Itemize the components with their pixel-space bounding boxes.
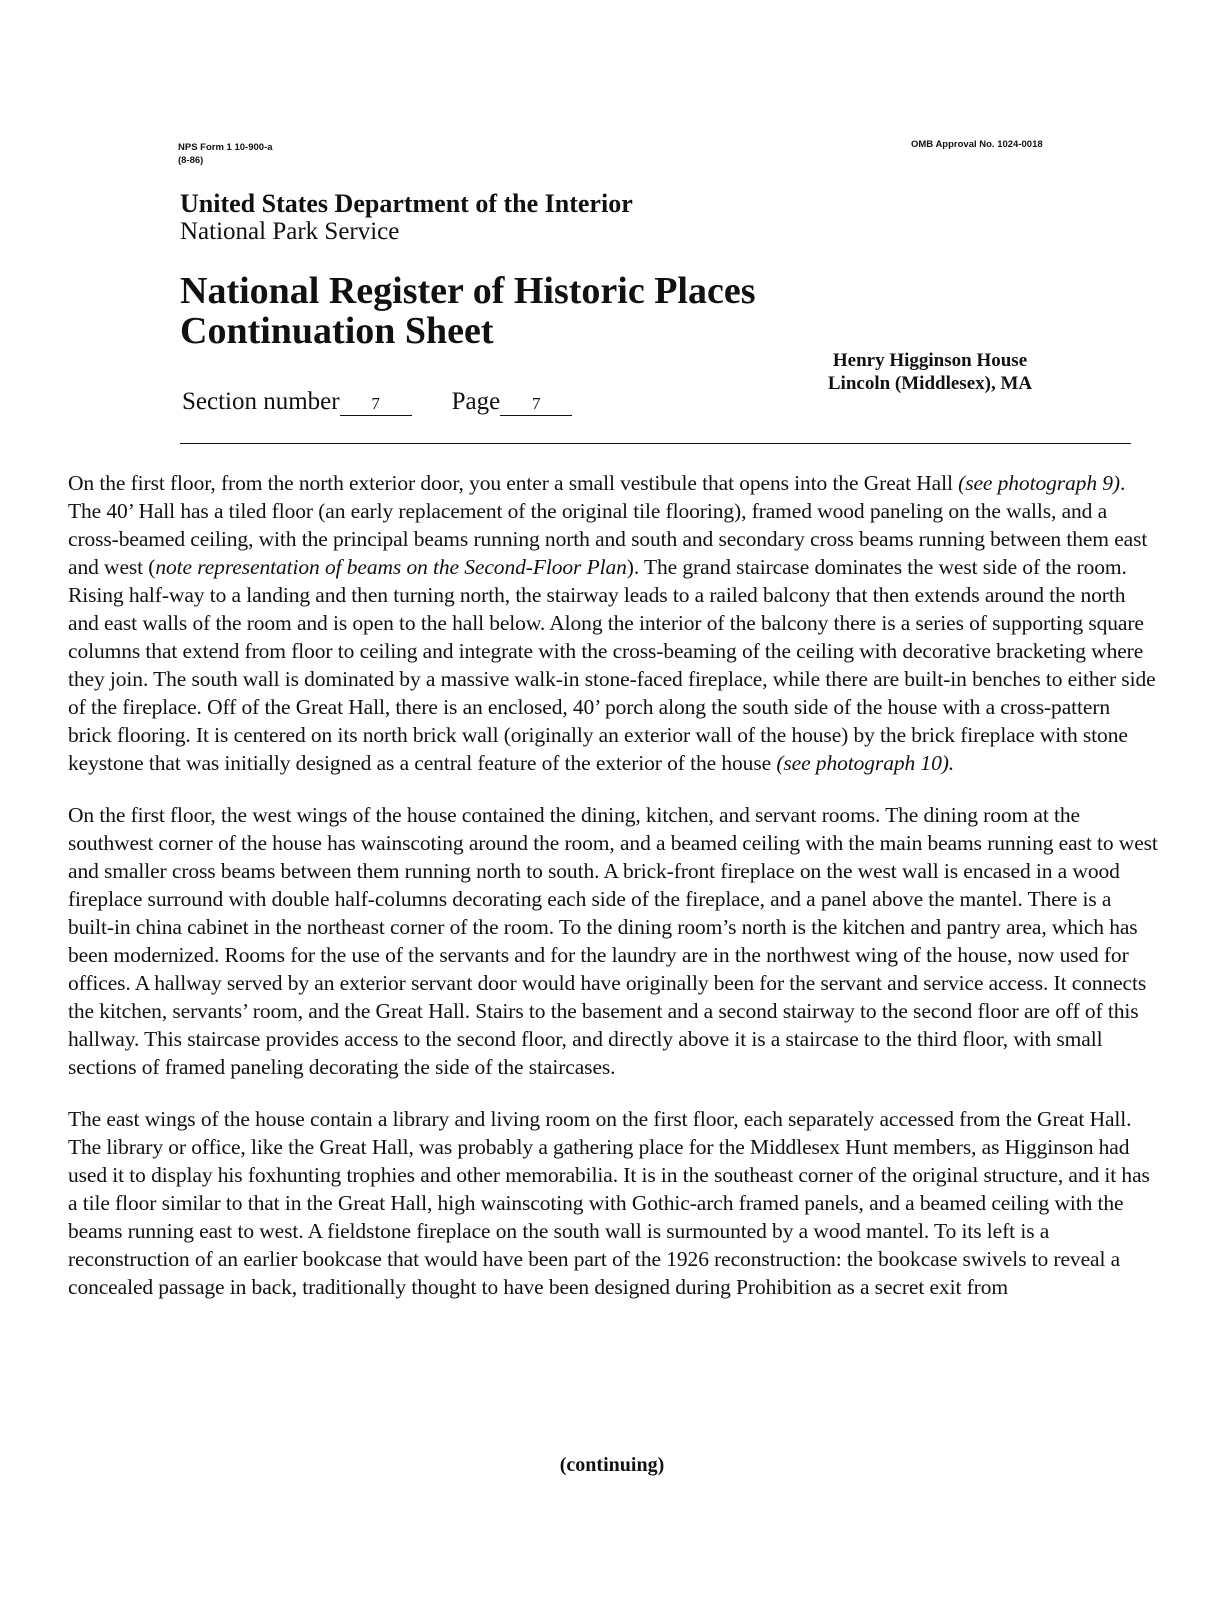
department-name: United States Department of the Interior xyxy=(180,189,633,218)
form-number: NPS Form 1 10-900-a xyxy=(178,142,273,153)
paragraph-3: The east wings of the house contain a library and living room on the first floor, each separately accessed from the Great Hall. The library or office, like the Great Hall, was probably a gathering place for the Middlesex Hunt members, as Higginson had used it to display his foxhunting trophies and other memorabilia. It is in the southeast corner of the original structure, and it has a tile floor similar to that in the Great Hall, high wainscoting with Gothic-arch framed panels, and a beamed ceiling with the beams running east to west. A fieldstone fireplace on the south wall is surmounted by a wood mantel. To its left is a reconstruction of an earlier bookcase that would have been part of the 1926 reconstruction: the bookcase swivels to reveal a concealed passage in back, traditionally thought to have been designed during Prohibition as a secret exit from xyxy=(68,1107,1150,1299)
page-number-value: 7 xyxy=(500,393,572,416)
title-line-2: Continuation Sheet xyxy=(180,310,494,352)
property-location: Lincoln (Middlesex), MA xyxy=(827,373,1033,394)
property-name: Henry Higginson House xyxy=(832,350,1028,371)
header-divider xyxy=(180,443,1131,444)
section-number-value: 7 xyxy=(340,393,412,416)
body-text xyxy=(68,469,1158,1325)
form-identifier xyxy=(178,141,273,167)
page-label: Page xyxy=(451,388,501,415)
photo-reference-9: (see photograph 9) xyxy=(958,471,1120,495)
continuing-note: (continuing) xyxy=(559,1454,665,1476)
plan-reference-note: note representation of beams on the Second-Floor Plan xyxy=(155,555,627,579)
photo-reference-10: (see photograph 10). xyxy=(776,751,955,775)
paragraph-1-text-e: ). The grand staircase dominates the west side of the room. Rising half-way to a landing and then turning north, the stairway leads to a railed balcony that then extends around the north and east walls of the room and is open to the hall below. Along the interior of the balcony there is a series of supporting square columns that extend from floor to ceiling and integrate with the cross-beaming of the ceiling with decorative bracketing where they join. The south wall is dominated by a massive walk-in stone-faced fireplace, while there are built-in benches to either side of the fireplace. Off of the Great Hall, there is an enclosed, 40’ porch along the south side of the house with a cross-pattern brick flooring. It is centered on its north brick wall (originally an exterior wall of the house) by the brick fireplace with stone keystone that was initially designed as a central feature of the exterior of the house xyxy=(68,555,1156,775)
section-number-label: Section number xyxy=(182,388,340,415)
paragraph-1 xyxy=(68,469,1158,777)
paragraph-2: On the first floor, the west wings of the house contained the dining, kitchen, and servant rooms. The dining room at the southwest corner of the house has wainscoting around the room, and a beamed ceiling with the main beams running east to west and smaller cross beams between them running north to south. A brick-front fireplace on the west wall is encased in a wood fireplace surround with double half-columns decorating each side of the fireplace, and a panel above the mantel. There is a built-in china cabinet in the northeast corner of the room. To the dining room’s north is the kitchen and pantry area, which has been modernized. Rooms for the use of the servants and for the laundry are in the northwest wing of the house, now used for offices. A hallway served by an exterior servant door would have originally been for the servant and service access. It connects the kitchen, servants’ room, and the Great Hall. Stairs to the basement and a second stairway to the second floor are off of this hallway. This staircase provides access to the second floor, and directly above it is a staircase to the third floor, with small sections of framed paneling decorating the side of the staircases. xyxy=(68,803,1158,1079)
agency-name: National Park Service xyxy=(180,218,400,245)
page-title xyxy=(180,271,756,351)
property-info xyxy=(800,349,1060,395)
paragraph-1-text-a: On the first floor, from the north exterior door, you enter a small vestibule that opens into the Great Hall xyxy=(68,471,959,495)
title-line-1: National Register of Historic Places xyxy=(180,270,756,312)
omb-approval-number: OMB Approval No. 1024-0018 xyxy=(911,139,1043,150)
section-page-row xyxy=(182,387,572,417)
form-date: (8-86) xyxy=(178,155,204,166)
paragraph-1-text-c: . The 40’ Hall has a tiled floor (an early replacement of the original tile flooring), framed wood paneling on the walls, and a cross-beamed ceiling, with the principal beams running north and south and secondary cross beams running between them east and west ( xyxy=(68,471,1148,579)
